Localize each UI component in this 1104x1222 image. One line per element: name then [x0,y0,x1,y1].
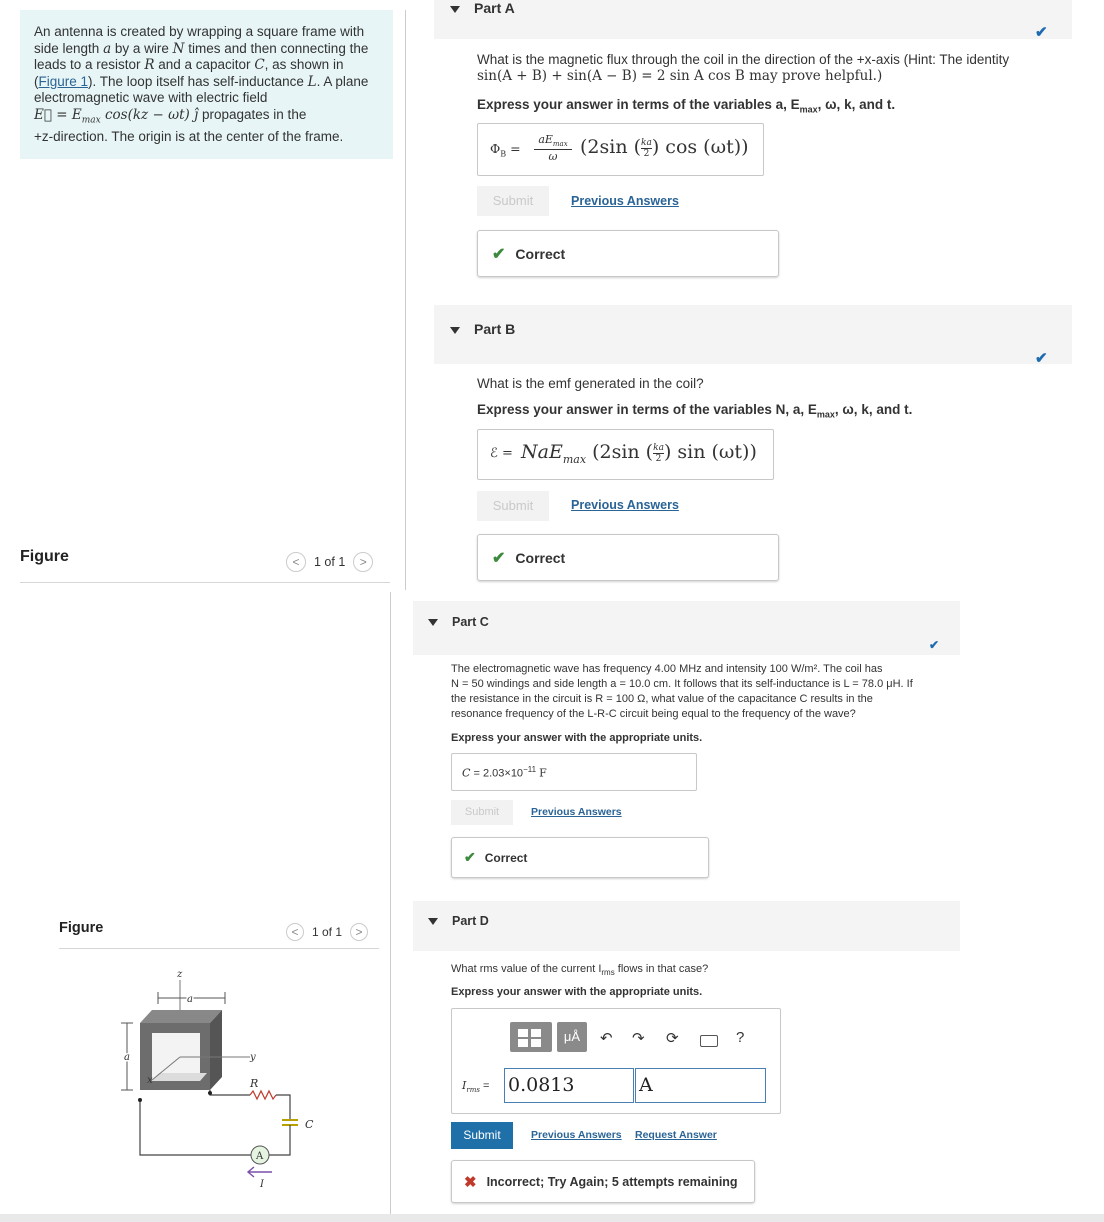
part-a-fraction: $aE_{max}$ ω [534,133,572,163]
part-c-previous-answers-link[interactable]: Previous Answers [531,806,622,818]
reset-icon[interactable]: ⟳ [666,1030,679,1047]
lead-terminal-right [208,1091,212,1095]
panel-divider-lower [390,592,391,1214]
part-c-check-icon: ✔ [929,638,940,652]
part-b-check-icon: ✔ [1035,350,1048,367]
template-icon-cell-2 [531,1029,541,1037]
next-figure-button-2[interactable]: > [350,923,368,941]
units-button[interactable]: μÅ [557,1022,587,1052]
part-b-answer-expression: NaE$_{max}$ (2sin ( $\frac{ka}{2}$ ) sin (ωt)) [521,441,757,466]
a-top-label: a [187,994,193,1005]
problem-line-7: +z-direction. The origin is at the center of the frame. [34,129,344,145]
templates-button[interactable] [510,1022,552,1052]
resistor-label: R [250,1077,259,1090]
figure-pager-text: 1 of 1 [314,555,346,569]
problem-line-2: side length a by a wire N times and then connecting the [34,40,369,57]
prev-figure-button-2[interactable]: < [286,923,304,941]
part-b-instruction: Express your answer in terms of the variables N, a, $E_{max}$, ω, k, and t. [477,402,913,420]
part-b-previous-answers-link[interactable]: Previous Answers [571,498,679,512]
circuit-wire-right [276,1095,290,1120]
part-d-previous-answers-link[interactable]: Previous Answers [531,1129,622,1141]
circuit-wire-left [140,1100,260,1155]
unit-input[interactable]: A [635,1068,766,1103]
x-axis-label: x [147,1075,153,1086]
part-d-header[interactable] [413,901,960,951]
resistor [250,1091,276,1099]
part-c-answer: $C = 2.03\times 10^{-11}$ F [462,765,547,780]
problem-line-1: An antenna is created by wrapping a square frame with [34,24,365,39]
correct-check-icon: ✔ [464,849,476,865]
lead-terminal-left [138,1098,142,1102]
redo-icon[interactable]: ↷ [632,1030,645,1047]
problem-line-4: (Figure 1). The loop itself has self-inductance L. A plane [34,73,369,90]
part-c-instruction: Express your answer with the appropriate units. [451,732,703,744]
part-a-previous-answers-link[interactable]: Previous Answers [571,194,679,208]
part-c-answer-box [451,753,697,791]
part-c-title: Part C [452,615,489,629]
collapse-triangle-icon [428,918,438,925]
figure-title-top: Figure [20,548,69,565]
bottom-scrollbar-area [0,1214,1104,1222]
correct-check-icon: ✔ [492,245,506,263]
figure-title-bottom: Figure [59,920,104,936]
part-a-question: What is the magnetic flux through the coil in the direction of the +x-axis (Hint: The identity sin(A + B) + sin(A − B) = 2 sin A cos B may prove helpful.) [477,52,1010,84]
help-icon[interactable]: ? [736,1029,745,1046]
figure-pager-text-2: 1 of 1 [312,925,343,939]
undo-icon[interactable]: ↶ [600,1030,613,1047]
prev-figure-button[interactable]: < [286,552,306,572]
part-a-instruction: Express your answer in terms of the variables a, $E_{max}$, ω, k, and t. [477,97,896,115]
keyboard-icon[interactable] [700,1035,718,1047]
figure-divider-bottom [59,948,379,949]
part-b-submit-button[interactable]: Submit [477,491,549,521]
template-icon-cell-3 [518,1039,528,1047]
part-d-title: Part D [452,914,489,928]
request-answer-link[interactable]: Request Answer [635,1129,717,1141]
part-c-question: The electromagnetic wave has frequency 4.00 MHz and intensity 100 W/m². The coil has N = 50 windings and side length a = 10.0 cm. It follows that its self-inductance is L = 78.0 μH. If the resistance in the circuit is R = 100 Ω, what value of the capacitance C results in the resonance frequency of the L-R-C circuit being equal to the frequency of the wave? [451,663,913,720]
circuit-wire-top [210,1090,250,1095]
figure-1-link[interactable]: Figure 1 [38,73,89,89]
part-d-answer-lhs: $I_{rms}$ = [462,1079,490,1095]
figure-pager-top [286,552,373,572]
template-icon-cell-1 [518,1029,528,1037]
efield-equation: E⃗ = $E_{max}$ cos(kz − ωt) ĵ [34,106,199,126]
next-figure-button[interactable]: > [353,552,373,572]
frame-top [140,1010,222,1023]
figure-divider-top [20,582,390,583]
problem-statement [20,10,393,159]
part-b-answer-box [477,429,774,480]
problem-line-5: electromagnetic wave with electric field [34,90,268,106]
current-label: I [260,1179,264,1190]
frame-inner-floor [152,1073,207,1081]
incorrect-x-icon: ✖ [464,1173,477,1191]
part-a-header[interactable] [434,0,1072,39]
part-d-feedback: ✖ Incorrect; Try Again; 5 attempts remaining [451,1160,755,1203]
part-b-header[interactable] [434,305,1072,364]
problem-line-3: leads to a resistor R and a capacitor C, as shown in [34,57,344,74]
frame-side [210,1010,222,1090]
part-d-instruction: Express your answer with the appropriate units. [451,986,703,998]
part-d-question: What rms value of the current $I_{rms}$ flows in that case? [451,963,709,978]
part-b-feedback: ✔ Correct [477,534,779,581]
part-c-submit-button[interactable]: Submit [451,800,513,825]
value-input[interactable]: 0.0813 [504,1068,634,1103]
capacitor-label: C [305,1118,314,1131]
part-a-answer-expression: (2sin ( $\frac{ka}{2}$ ) cos (ωt)) [580,136,749,159]
part-b-question: What is the emf generated in the coil? [477,376,704,391]
part-a-title: Part A [474,0,515,16]
part-b-answer-lhs: ℰ = [490,446,513,461]
correct-check-icon: ✔ [492,549,506,567]
part-b-title: Part B [474,321,516,337]
template-icon-cell-4 [531,1039,541,1047]
a-left-label: a [124,1052,130,1063]
part-d-answer-panel [451,1008,781,1114]
ammeter-label: A [256,1151,264,1162]
panel-divider-upper [405,10,406,590]
part-a-feedback: ✔ Correct [477,230,779,277]
part-d-submit-button[interactable]: Submit [451,1122,513,1149]
collapse-triangle-icon [450,327,460,334]
collapse-triangle-icon [450,6,460,13]
figure-pager-bottom [286,923,368,941]
part-a-answer-lhs: $\Phi_B$ = [490,141,521,159]
part-a-answer-box [477,123,764,176]
part-a-check-icon: ✔ [1035,24,1048,41]
y-axis-label: y [250,1052,256,1063]
part-c-feedback: ✔ Correct [451,837,709,878]
collapse-triangle-icon [428,619,438,626]
problem-line-6: E⃗ = $E_{max}$ cos(kz − ωt) ĵ propagates in the [34,106,307,126]
part-a-submit-button[interactable]: Submit [477,186,549,216]
z-axis-label: z [177,969,183,980]
part-c-header[interactable] [413,601,960,655]
antenna-circuit-diagram [110,965,330,1195]
